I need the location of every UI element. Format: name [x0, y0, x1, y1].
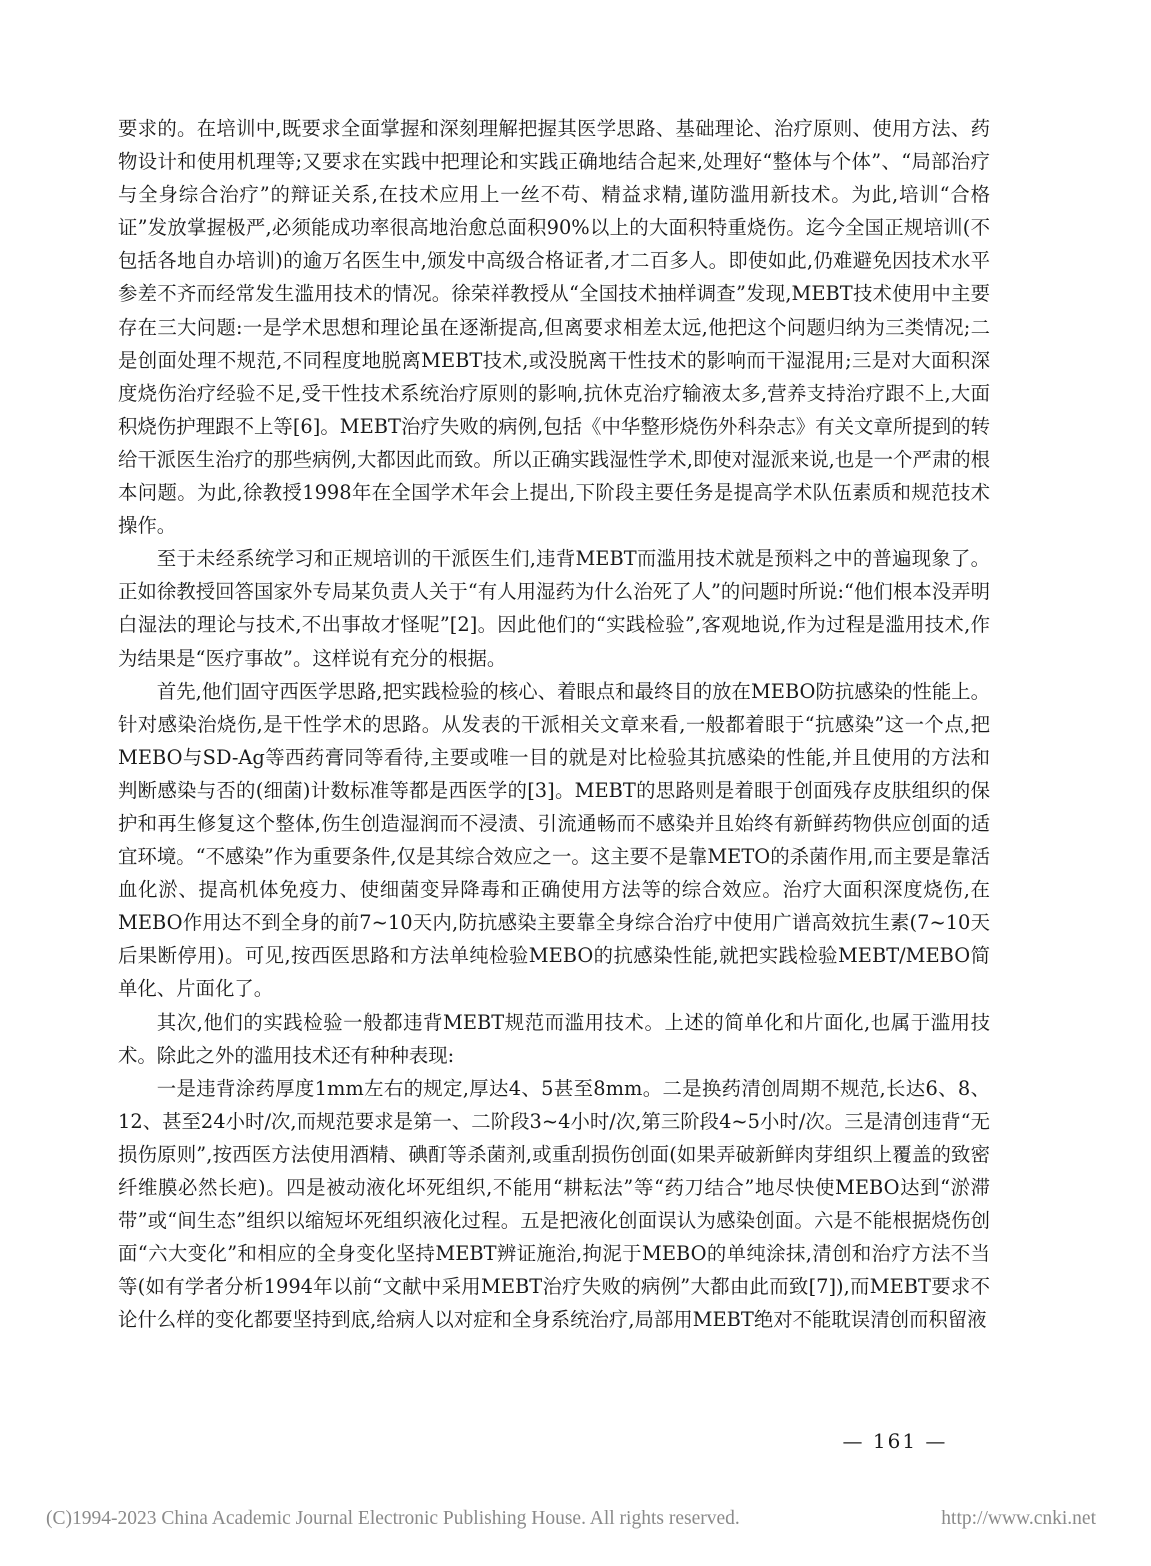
- page-number: — 161 —: [842, 1429, 948, 1453]
- paragraph-4: 其次,他们的实践检验一般都违背MEBT规范而滥用技术。上述的简单化和片面化,也属于滥用技术。除此之外的滥用技术还有种种表现:: [118, 1010, 990, 1067]
- footer-copyright: (C)1994-2023 China Academic Journal Electronic Publishing House. All rights reserved.: [46, 1508, 740, 1529]
- article-body: [118, 112, 990, 1336]
- paragraph-2: 至于未经系统学习和正规培训的干派医生们,违背MEBT而滥用技术就是预料之中的普遍现象了。正如徐教授回答国家外专局某负责人关于“有人用湿药为什么治死了人”的问题时所说:“他们根本没弄明白湿法的理论与技术,不出事故才怪呢”[2]。因此他们的“实践检验”,客观地说,作为过程是滥用技术,作为结果是“医疗事故”。这样说有充分的根据。: [118, 547, 990, 670]
- footer: [46, 1508, 1106, 1530]
- footer-url[interactable]: http://www.cnki.net: [941, 1508, 1096, 1529]
- paragraph-5: 一是违背涂药厚度1mm左右的规定,厚达4、5甚至8mm。二是换药清创周期不规范,长达6、8、12、甚至24小时/次,而规范要求是第一、二阶段3~4小时/次,第三阶段4~5小时/次。三是清创违背“无损伤原则”,按西医方法使用酒精、碘酊等杀菌剂,或重刮损伤创面(如果弄破新鲜肉芽组织上覆盖的致密纤维膜必然长疤)。四是被动液化坏死组织,不能用“耕耘法”等“药刀结合”地尽快使MEBO达到“淤滞带”或“间生态”组织以缩短坏死组织液化过程。五是把液化创面误认为感染创面。六是不能根据烧伤创面“六大变化”和相应的全身变化坚持MEBT辨证施治,拘泥于MEBO的单纯涂抹,清创和治疗方法不当等(如有学者分析1994年以前“文献中采用MEBT治疗失败的病例”大都由此而致[7]),而MEBT要求不论什么样的变化都要坚持到底,给病人以对症和全身系统治疗,局部用MEBT绝对不能耽误清创而积留液: [118, 1076, 990, 1332]
- paragraph-1: 要求的。在培训中,既要求全面掌握和深刻理解把握其医学思路、基础理论、治疗原则、使用方法、药物设计和使用机理等;又要求在实践中把理论和实践正确地结合起来,处理好“整体与个体”、“局部治疗与全身综合治疗”的辩证关系,在技术应用上一丝不苟、精益求精,谨防滥用新技术。为此,培训“合格证”发放掌握极严,必须能成功率很高地治愈总面积90%以上的大面积特重烧伤。迄今全国正规培训(不包括各地自办培训)的逾万名医生中,颁发中高级合格证者,才二百多人。即使如此,仍难避免因技术水平参差不齐而经常发生滥用技术的情况。徐荣祥教授从“全国技术抽样调查”发现,MEBT技术使用中主要存在三大问题:一是学术思想和理论虽在逐渐提高,但离要求相差太远,他把这个问题归纳为三类情况;二是创面处理不规范,不同程度地脱离MEBT技术,或没脱离干性技术的影响而干湿混用;三是对大面积深度烧伤治疗经验不足,受干性技术系统治疗原则的影响,抗休克治疗输液太多,营养支持治疗跟不上,大面积烧伤护理跟不上等[6]。MEBT治疗失败的病例,包括《中华整形烧伤外科杂志》有关文章所提到的转给干派医生治疗的那些病例,大都因此而致。所以正确实践湿性学术,即使对湿派来说,也是一个严肃的根本问题。为此,徐教授1998年在全国学术年会上提出,下阶段主要任务是提高学术队伍素质和规范技术操作。: [118, 117, 990, 538]
- paragraph-3: 首先,他们固守西医学思路,把实践检验的核心、着眼点和最终目的放在MEBO防抗感染的性能上。针对感染治烧伤,是干性学术的思路。从发表的干派相关文章来看,一般都着眼于“抗感染”这一个点,把MEBO与SD-Ag等西药膏同等看待,主要或唯一目的就是对比检验其抗感染的性能,并且使用的方法和判断感染与否的(细菌)计数标准等都是西医学的[3]。MEBT的思路则是着眼于创面残存皮肤组织的保护和再生修复这个整体,伤生创造湿润而不浸渍、引流通畅而不感染并且始终有新鲜药物供应创面的适宜环境。“不感染”作为重要条件,仅是其综合效应之一。这主要不是靠METO的杀菌作用,而主要是靠活血化淤、提高机体免疫力、使细菌变异降毒和正确使用方法等的综合效应。治疗大面积深度烧伤,在MEBO作用达不到全身的前7~10天内,防抗感染主要靠全身综合治疗中使用广谱高效抗生素(7~10天后果断停用)。可见,按西医思路和方法单纯检验MEBO的抗感染性能,就把实践检验MEBT/MEBO简单化、片面化了。: [118, 679, 990, 1001]
